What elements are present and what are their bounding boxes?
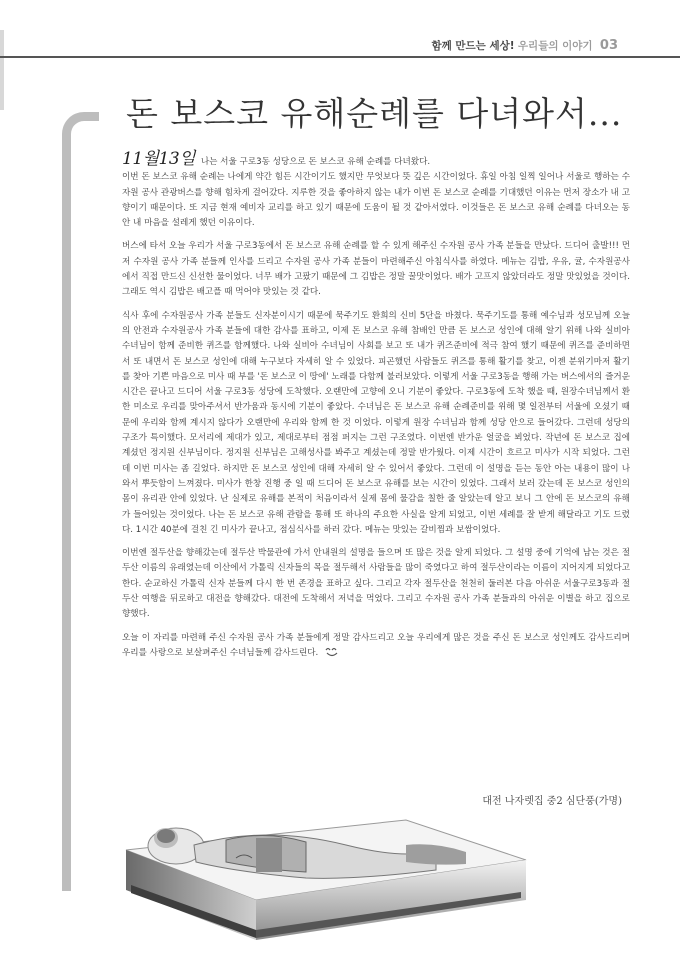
article-title: 돈 보스코 유해순례를 다녀와서...: [126, 94, 623, 133]
paragraph-lead: 나는 서울 구로3동 성당으로 돈 보스코 유해 순례를 다녀왔다.: [200, 157, 431, 167]
running-header: [431, 38, 618, 53]
section-title: 함께 만드는 세상!: [431, 40, 515, 52]
paragraph: [122, 631, 630, 662]
paragraph: 버스에 타서 오늘 우리가 서울 구로3동에서 돈 보스코 유해 순례를 할 수 있게 해주신 수자원 공사 가족 분들을 만났다. 드디어 출발!!! 먼저 수자원 공사 가족 분들께 인사를 드리고 수자원 공사 가족 분들이 마련해주신 아침식사를 하였다. 메뉴는 김밥, 우유, 귤, 수자원공사에서 직접 만드신 신선한 물이었다. 너무 배가 고팠기 때문에 그 김밥은 정말 꿀맛이었다. 배가 고프지 않았더라도 정말 맛있었을 것이다. 그래도 역시 김밥은 배고플 때 먹어야 맛있는 것 같다.: [122, 241, 630, 298]
smile-signature-icon: [324, 647, 340, 657]
header-rule: [0, 56, 680, 58]
paragraph-text: 이번 돈 보스코 유해 순례는 나에게 약간 힘든 시간이기도 했지만 무엇보다 뜻 깊은 시간이었다. 휴일 아침 일찍 일어나 서울로 행하는 수자원 공사 관광버스를 향해 힘차게 걸어갔다. 지루한 것을 좋아하지 않는 내가 이번 돈 보스코 순례를 기대했던 이유는 먼저 장소가 내 고향이기 때문이다. 또 지금 현재 예비자 교리를 하고 있기 때문에 도움이 될 것 같아서였다. 이것들은 돈 보스코 유해 순례를 다녀오는 동안 내 마음을 설레게 했던 이유이다.: [122, 172, 630, 229]
article-body: [122, 149, 630, 669]
page-number: 03: [599, 38, 618, 53]
page-edge-tab: [0, 30, 4, 110]
author-byline: 대전 나자렛집 중2 심단풍(가명): [482, 796, 622, 807]
decorative-bracket: [62, 112, 99, 891]
paragraph: 이번엔 절두산을 향해갔는데 절두산 박물관에 가서 안내원의 설명을 들으며 또 많은 것을 알게 되었다. 그 설명 중에 기억에 남는 것은 절두산 이름의 유래였는데 이산에서 가톨릭 신자들의 목을 절두해서 사람들을 많이 죽였다고 하여 절두산이라는 이름이 지어지게 되었다고 한다. 순교하신 가톨릭 신자 분들께 다시 한 번 존경을 표하고 싶다. 그리고 각자 절두산을 천천히 둘러본 다음 아쉬운 서울구로3동과 절두산 여행을 뒤로하고 대전을 향해갔다. 대전에 도착해서 저녁을 먹었다. 그리고 수자원 공사 가족 분들과의 아쉬운 이별을 하고 집으로 향했다.: [122, 548, 630, 620]
handwritten-date: 11월13일: [122, 149, 196, 169]
paragraph: 식사 후에 수자원공사 가족 분들도 신자분이시기 때문에 묵주기도 환희의 신비 5단을 바쳤다. 묵주기도를 통해 예수님과 성모님께 오늘의 안전과 수자원공사 가족 분들에 대한 감사를 표하고, 이제 돈 보스코 유해 참배인 만큼 돈 보스코 성인에 대해 알기 위해 나와 실비아수녀님이 함께 준비한 퀴즈를 함께했다. 나와 실비아 수녀님이 사회를 보고 또 내가 퀴즈준비에 적극 참여 했기 때문에 퀴즈를 준비하면서 또 내면서 돈 보스코 성인에 대해 누구보다 자세히 알 수 있었다. 피곤했던 사람들도 퀴즈를 통해 활기를 찾고, 이젠 분위기마저 활기를 찾아 기쁜 마음으로 미사 때 부를 '돈 보스코 이 땅에' 노래를 다함께 불러보았다. 이렇게 서울 구로3동을 행해 가는 버스에서의 즐거운 시간은 끝나고 드디어 서울 구로3동 성당에 도착했다. 오랜만에 고향에 오니 기분이 좋았다. 구로3동에 도착 했을 때, 원장수녀님께서 환한 미소로 우리를 맞아주셔서 반가움과 동시에 기분이 좋았다. 수녀님은 돈 보스코 유해 순례준비를 위해 몇 일전부터 서울에 오셨기 때문에 우리와 함께 계시지 않다가 오랜만에 우리와 함께 한 것 이었다. 이렇게 원장 수녀님과 함께 성당 안으로 들어갔다. 그런데 성당의 구조가 특이했다. 모서리에 제대가 있고, 제대로부터 점점 퍼지는 그런 구조였다. 이번엔 반가운 얼굴을 뵈었다. 작년에 돈 보스코 집에 계셨던 정지원 신부님이다. 정지원 신부님은 고해성사를 봐주고 계셨는데 정말 반가웠다. 이제 시간이 흐르고 미사가 시작 되었다. 그런데 이번 미사는 좀 길었다. 하지만 돈 보스코 성인에 대해 자세히 알 수 있어서 좋았다. 그런데 이 설명을 듣는 동안 아는 내용이 많이 나와서 뿌듯함이 느껴졌다. 미사가 한창 진행 중 일 때 드디어 돈 보스코 유해를 보는 시간이 있었다. 그래서 보러 갔는데 돈 보스코 성인의 몸이 유리관 안에 있었다. 난 실제로 유해를 본적이 처음이라서 실제 몸에 물감을 칠한 줄 알았는데 알고 보니 그 안에 돈 보스코의 유해가 들어있는 것이었다. 나는 돈 보스코 유해 관람을 통해 또 하나의 주요한 사실을 알게 되었고, 이번 세례를 잘 받게 해달라고 기도 드렸다. 1시간 40분에 걸친 긴 미사가 끝나고, 점심식사를 하러 갔다. 메뉴는 맛있는 갈비찜과 보쌈이었다.: [122, 310, 630, 535]
paragraph: [122, 149, 630, 231]
section-subtitle: 우리들의 이야기: [517, 40, 593, 52]
paragraph-text: 오늘 이 자리를 마련해 주신 수자원 공사 가족 분들에게 정말 감사드리고 오늘 우리에게 많은 것을 주신 돈 보스코 성인께도 감사드리며 우리를 사랑으로 보살펴주신 수녀님들께 감사드린다.: [122, 632, 630, 658]
relic-casket-illustration: [106, 790, 536, 950]
